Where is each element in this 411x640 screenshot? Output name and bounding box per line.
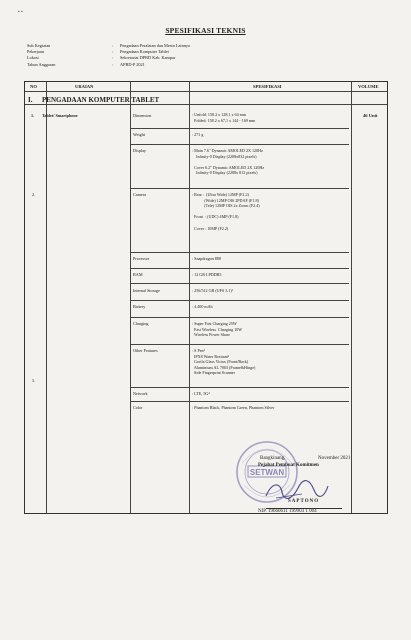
sign-place: Bangkinang, [260,456,286,461]
svg-text:SETWAN: SETWAN [249,468,285,477]
meta-row: Pekerjaan : Pengadaan Komputer Tablet [27,49,169,55]
volume-value: 46 Unit [363,113,378,118]
header-spesifikasi: SPESIFIKASI [253,84,282,89]
section-rule [25,104,387,105]
row-spec: : Phantom Black, Phantom Green, Phantom Silver [192,405,275,410]
col-divider [46,82,47,513]
sign-nip: NIP. 19660611 199903 1 004 [258,509,317,514]
top-marks: ▪ ▪ [18,10,23,15]
side-number: 2. [32,192,36,197]
row-label: Internal Storage [133,288,160,293]
row-rule [130,283,349,284]
meta-value: Sekretariat DPRD Kab. Kampar [120,55,176,61]
row-spec: : Snapdragon 888 [192,256,221,261]
sign-name: SAPTONO [288,499,320,504]
header-uraian: URAIAN [75,84,94,89]
meta-block [27,43,190,68]
row-label: Processor [133,256,150,261]
meta-value: APBD-P 2021 [120,61,145,67]
row-label: Charging [133,321,149,326]
section-number: I. [28,96,33,104]
row-label: Other Features [133,348,158,353]
col-divider [189,82,190,513]
spec-table [24,81,388,514]
row-label: Color [133,405,143,410]
row-spec: : 4.400 mAh [192,304,213,309]
sign-role: Pejabat Pembuat Komitmen [258,463,319,468]
document-title: SPESIFIKASI TEKNIS [165,26,246,35]
col-divider [351,82,352,513]
row-spec: : 271 g [192,132,204,137]
sign-date: November 2021 [318,456,351,461]
header-no: NO [30,84,37,89]
row-rule [130,401,349,402]
row-rule [130,344,349,345]
row-label: Network [133,391,148,396]
row-rule [130,387,349,388]
col-divider [130,82,131,513]
row-spec: : Unfold: 158.2 x 128,1 x 64 mm Folded: 158.2 x 67,1 x 144 - 169 mm [192,112,256,123]
row-spec: : 256/512 GB (UFS 3.1)¹ [192,288,233,293]
row-spec: : LTE, 5G⁴ [192,391,210,396]
side-number: 3. [32,378,36,383]
row-label: Battery [133,304,146,309]
meta-row: Lokasi : Sekretariat DPRD Kab. Kampar [27,55,176,61]
header-volume: VOLUME [358,84,379,89]
row-label: Dimension [133,113,152,118]
meta-value: Pengadaan Komputer Tablet [120,49,169,55]
meta-key: Lokasi [27,55,39,61]
meta-key: Sub Kegiatan [27,43,51,48]
row-rule [130,300,349,301]
meta-key: Tahun Anggaran [27,61,56,67]
header-rule [25,91,387,92]
row-spec: : 12 GB LPDDR5 [192,272,222,277]
row-rule [130,128,349,129]
row-label: Camera [133,192,147,197]
row-rule [130,268,349,269]
row-rule [130,144,349,145]
row-spec: : Super Fast Charging 25W Fast Wireless Charging 10W Wireless Power Share [192,321,243,338]
row-rule [130,188,349,189]
row-rule [130,252,349,253]
section-title: PENGADAAN KOMPUTER TABLET [42,96,160,104]
row-label: RAM [133,272,143,277]
row-label: Weight [133,132,145,137]
meta-key: Pekerjaan [27,49,44,55]
row-label: Display [133,148,147,153]
item-name: Tablet/ Smartphone [42,113,78,118]
meta-row: Tahun Anggaran : APBD-P 2021 [27,61,145,67]
row-spec: : Rear : (Ultra Wide) 12MP (F2.2) (Wide) 12MP OIS 2PDAF (F1.8) (Tele) 12MP OIS 2x Zoom (F2.4) Front : (UDC) 4MP (F1.8) Cover : 10MP (F2.2) [192,192,260,231]
meta-value: Pengadaan Peralatan dan Mesin Lainnya [120,43,190,48]
row-rule [130,317,349,318]
meta-row: Sub Kegiatan : Pengadaan Peralatan dan Mesin Lainnya [27,43,190,48]
row-spec: : S Pen² IPX8 Water Resitant³ Gorila Glass Victus (Front/Back) Aluminium AL 7003 (Frame&Hinge) Side Fingerprint Scanner [192,348,256,376]
row-spec: : Main 7.6" Dynamic AMOLED 2X 120Hz Infinity-0 Display (2208x832 pixels) Cover 6.2" Dynamic AMOLED 2X 120Hz Infinity-0 Display (2208x 812 pixels) [192,148,265,176]
item-number: 1. [31,113,35,118]
